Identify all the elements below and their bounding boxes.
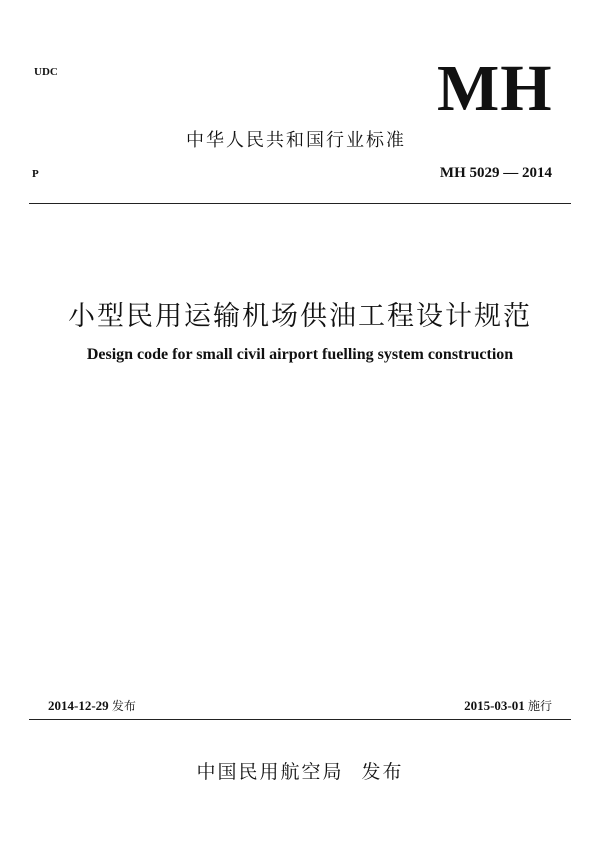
title-chinese: 小型民用运输机场供油工程设计规范: [68, 301, 532, 332]
category-code: P: [32, 168, 39, 180]
issue-date: 2014-12-29: [48, 698, 109, 713]
issue-date-block: [48, 697, 136, 714]
publisher-action: 发布: [361, 761, 404, 783]
implementation-date-block: [464, 697, 552, 714]
issue-label: 发布: [111, 699, 136, 713]
top-divider: [29, 203, 571, 204]
standard-number: MH 5029 — 2014: [439, 165, 552, 181]
mh-logo: MH: [437, 52, 553, 125]
implementation-date: 2015-03-01: [464, 698, 525, 713]
publisher-name: 中国民用航空局: [196, 761, 344, 783]
standard-type: 中华人民共和国行业标准: [186, 130, 406, 151]
title-english: Design code for small civil airport fuelling system construction: [86, 346, 514, 363]
bottom-divider: [29, 719, 571, 720]
publisher-line: [0, 757, 600, 784]
udc-label: UDC: [34, 66, 58, 78]
implementation-label: 施行: [527, 699, 552, 713]
